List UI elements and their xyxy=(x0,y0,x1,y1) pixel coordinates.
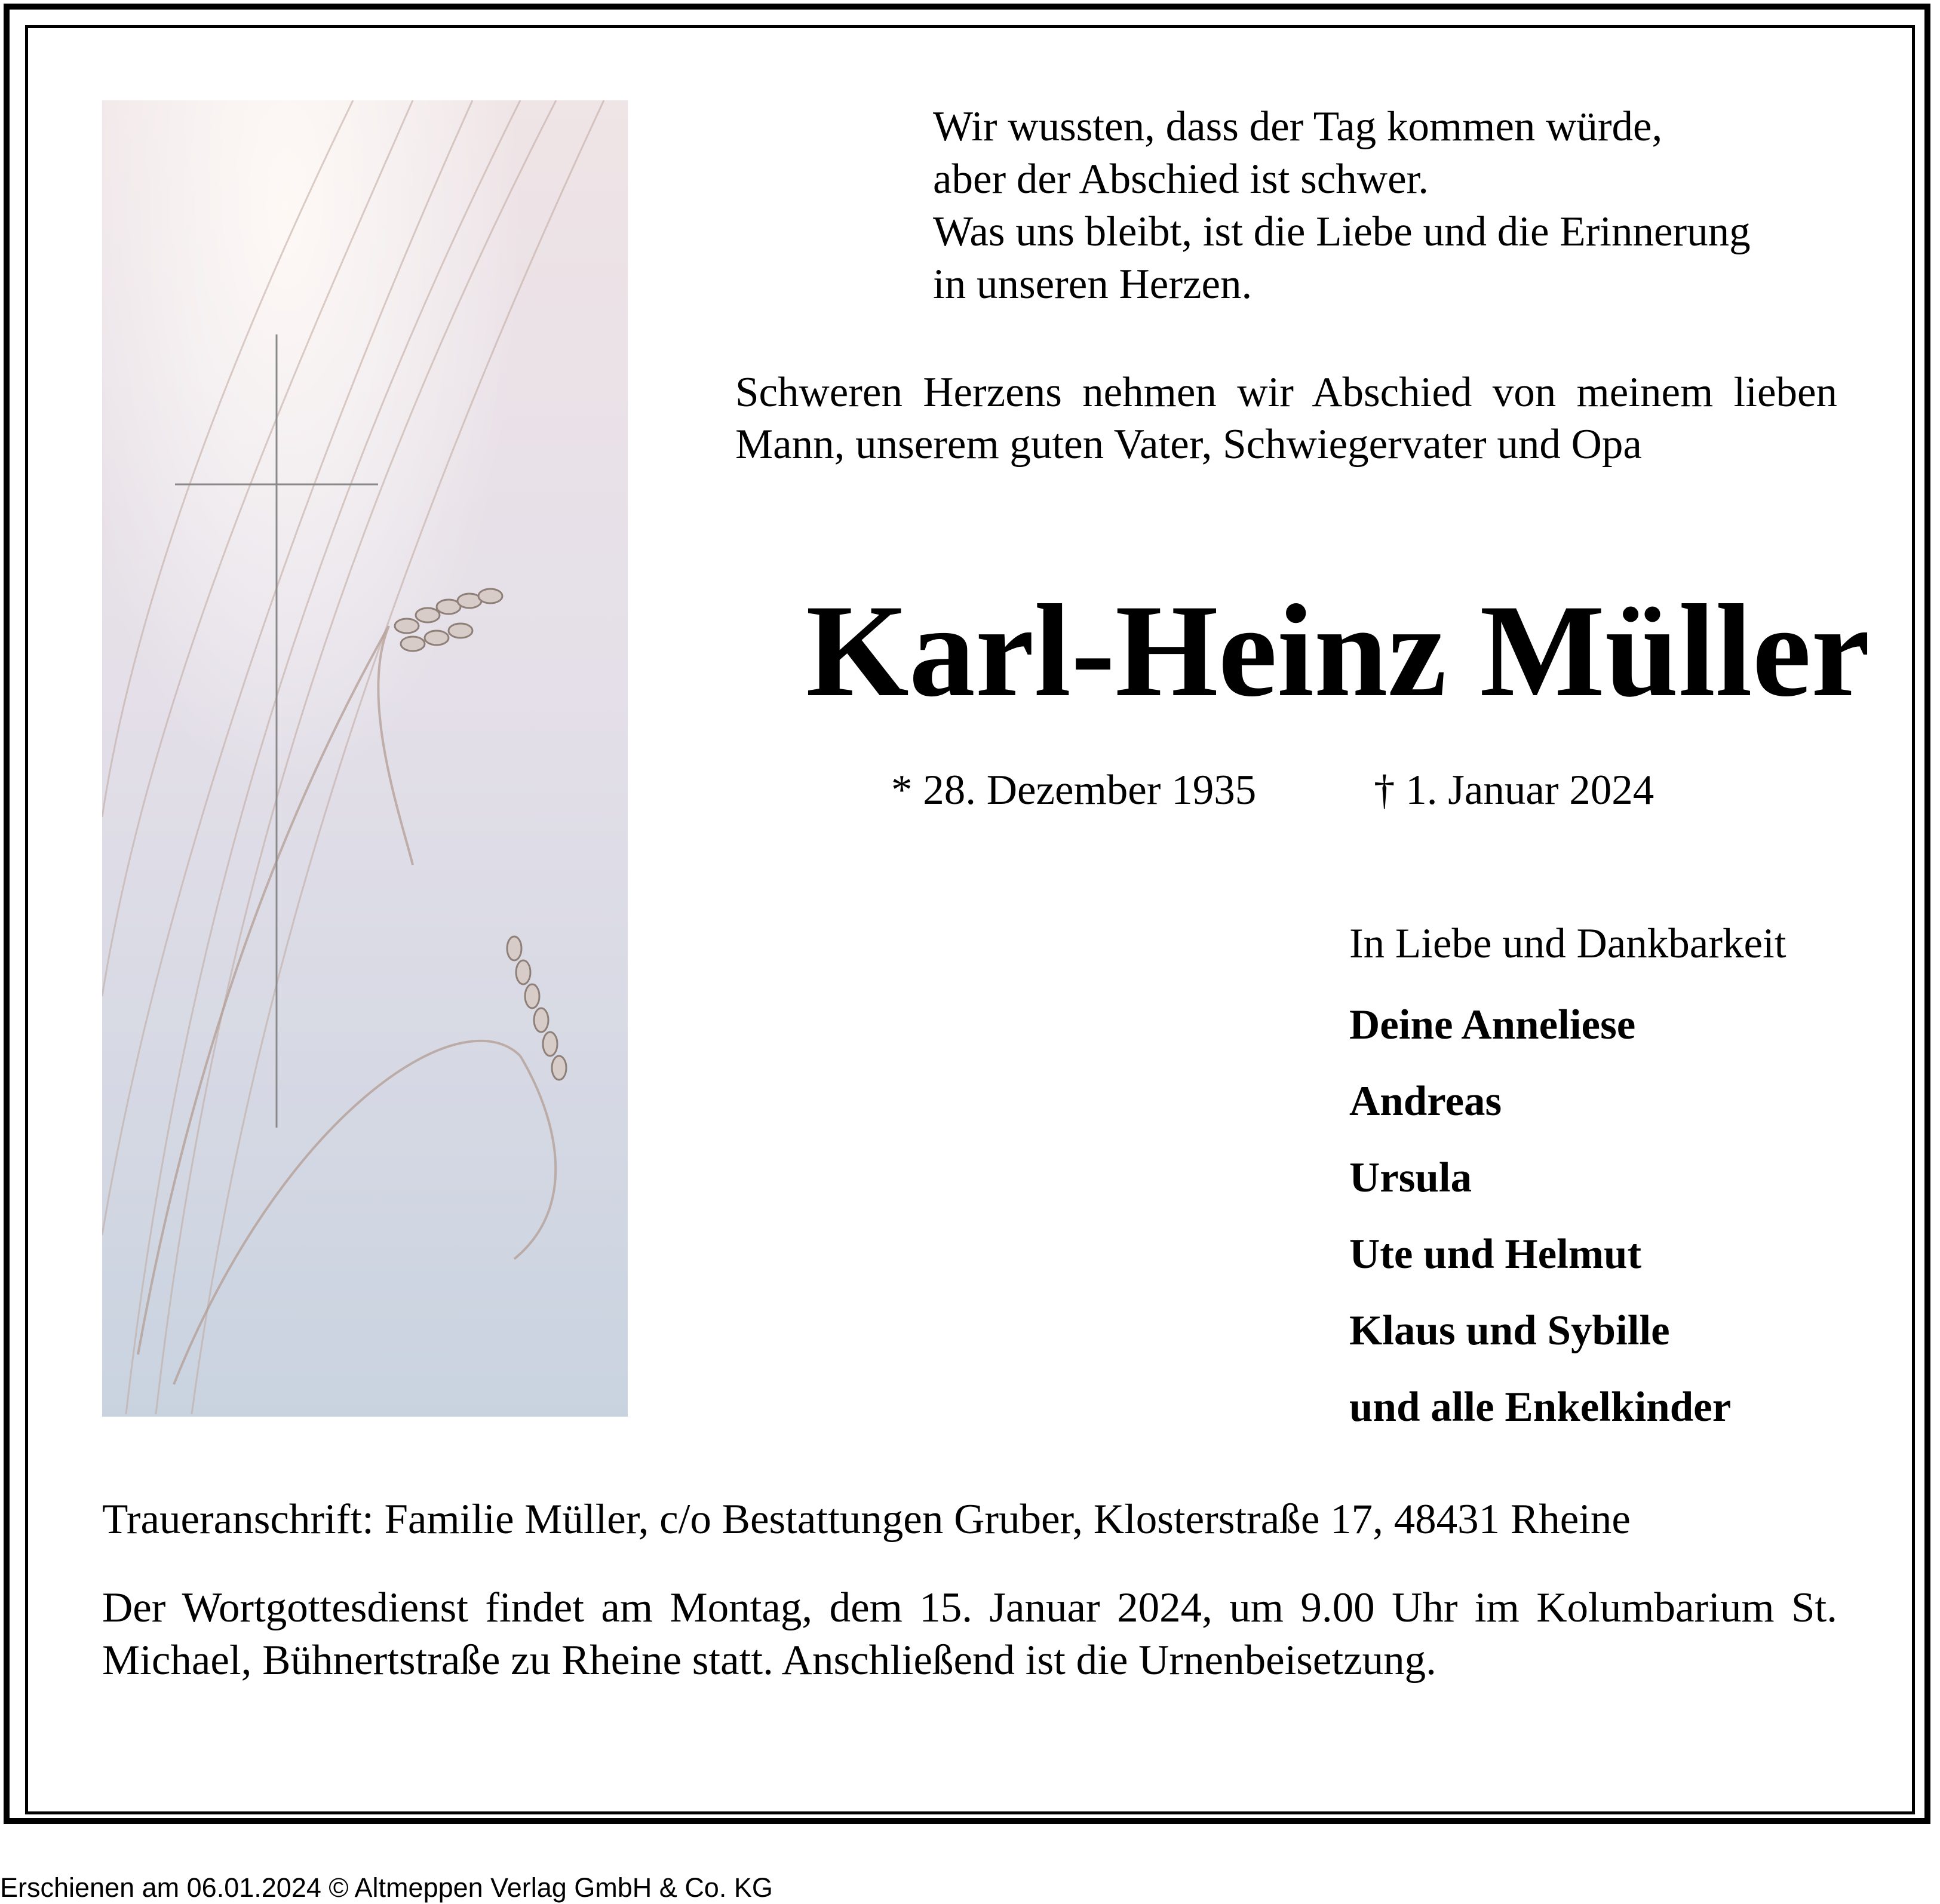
death-date: † 1. Januar 2024 xyxy=(1374,767,1654,813)
wheat-and-cross-artwork xyxy=(102,100,628,1417)
memorial-poem: Wir wussten, dass der Tag kommen würde, aber der Abschied ist schwer. Was uns bleibt, ist die Liebe und die Erinnerung in unseren Herzen. xyxy=(933,103,1751,308)
publication-footer: Erschienen am 06.01.2024 © Altmeppen Verlag GmbH & Co. KG xyxy=(0,1872,773,1903)
mourner-name: Klaus und Sybille xyxy=(1349,1307,1670,1354)
mourner-name: Ute und Helmut xyxy=(1349,1231,1642,1277)
mourner-name: Ursula xyxy=(1349,1154,1472,1201)
mourning-address: Traueranschrift: Familie Müller, c/o Bestattungen Gruber, Klosterstraße 17, 48431 Rheine xyxy=(102,1496,1631,1543)
service-notice: Der Wortgottesdienst findet am Montag, dem 15. Januar 2024, um 9.00 Uhr im Kolumbarium St. Michael, Bühnertstraße zu Rheine statt. Anschließend ist die Urnenbeisetzung. xyxy=(102,1584,1837,1684)
announcement-intro: Schweren Herzens nehmen wir Abschied von meinem lieben Mann, unserem guten Vater, Schwiegervater und Opa xyxy=(735,369,1837,468)
mourner-name: und alle Enkelkinder xyxy=(1349,1384,1732,1430)
birth-date: * 28. Dezember 1935 xyxy=(891,767,1257,813)
mourners-list xyxy=(1349,987,1731,1445)
mourner-name: Andreas xyxy=(1349,1078,1502,1125)
mourner-name: Deine Anneliese xyxy=(1349,1002,1636,1048)
deceased-name: Karl-Heinz Müller xyxy=(806,578,1870,724)
closing-phrase: In Liebe und Dankbarkeit xyxy=(1349,920,1786,967)
